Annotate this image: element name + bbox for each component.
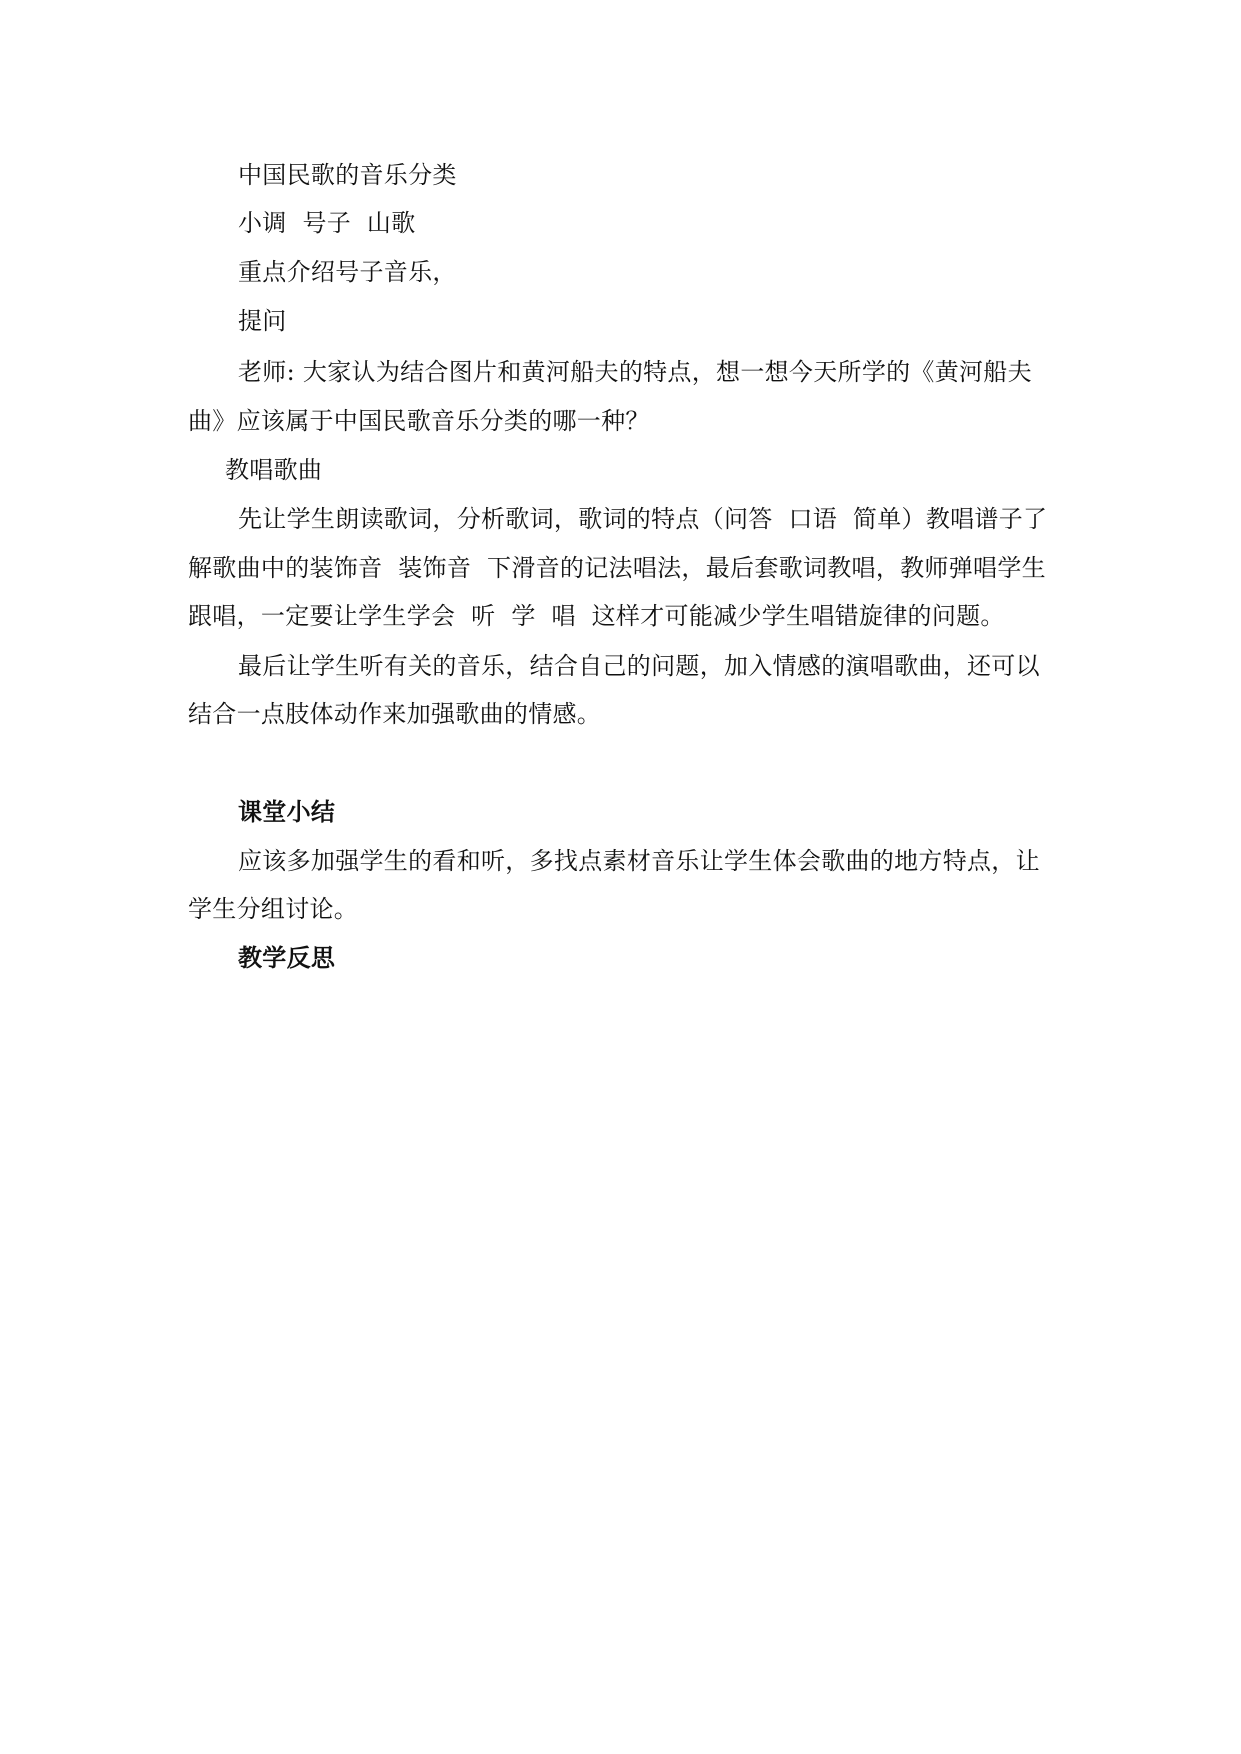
teaching-paragraph-line-1: 先让学生朗读歌词，分析歌词，歌词的特点（问答 口语 简单）教唱谱子了 — [238, 505, 1048, 533]
teacher-question-line-1: 老师: 大家认为结合图片和黄河船夫的特点，想一想今天所学的《黄河船夫 — [238, 358, 1032, 386]
teach-singing-heading: 教唱歌曲 — [225, 456, 323, 484]
folk-song-types: 小调 号子 山歌 — [238, 209, 416, 237]
summary-line-1: 应该多加强学生的看和听，多找点素材音乐让学生体会歌曲的地方特点，让 — [238, 847, 1040, 875]
teaching-paragraph-line-3: 跟唱，一定要让学生学会 听 学 唱 这样才可能减少学生唱错旋律的问题。 — [188, 602, 1005, 630]
final-paragraph-line-1: 最后让学生听有关的音乐，结合自己的问题，加入情感的演唱歌曲，还可以 — [238, 652, 1040, 680]
teaching-paragraph-line-2: 解歌曲中的装饰音 装饰音 下滑音的记法唱法，最后套歌词教唱，教师弹唱学生 — [188, 554, 1046, 582]
reflection-heading: 教学反思 — [238, 944, 336, 972]
teacher-question-line-2: 曲》应该属于中国民歌音乐分类的哪一种？ — [188, 407, 650, 435]
summary-heading: 课堂小结 — [238, 798, 336, 826]
question-label: 提问 — [238, 307, 287, 335]
focus-line: 重点介绍号子音乐， — [238, 258, 457, 286]
final-paragraph-line-2: 结合一点肢体动作来加强歌曲的情感。 — [188, 700, 602, 728]
summary-line-2: 学生分组讨论。 — [188, 895, 359, 923]
section-title-folk-song-classification: 中国民歌的音乐分类 — [238, 161, 457, 189]
